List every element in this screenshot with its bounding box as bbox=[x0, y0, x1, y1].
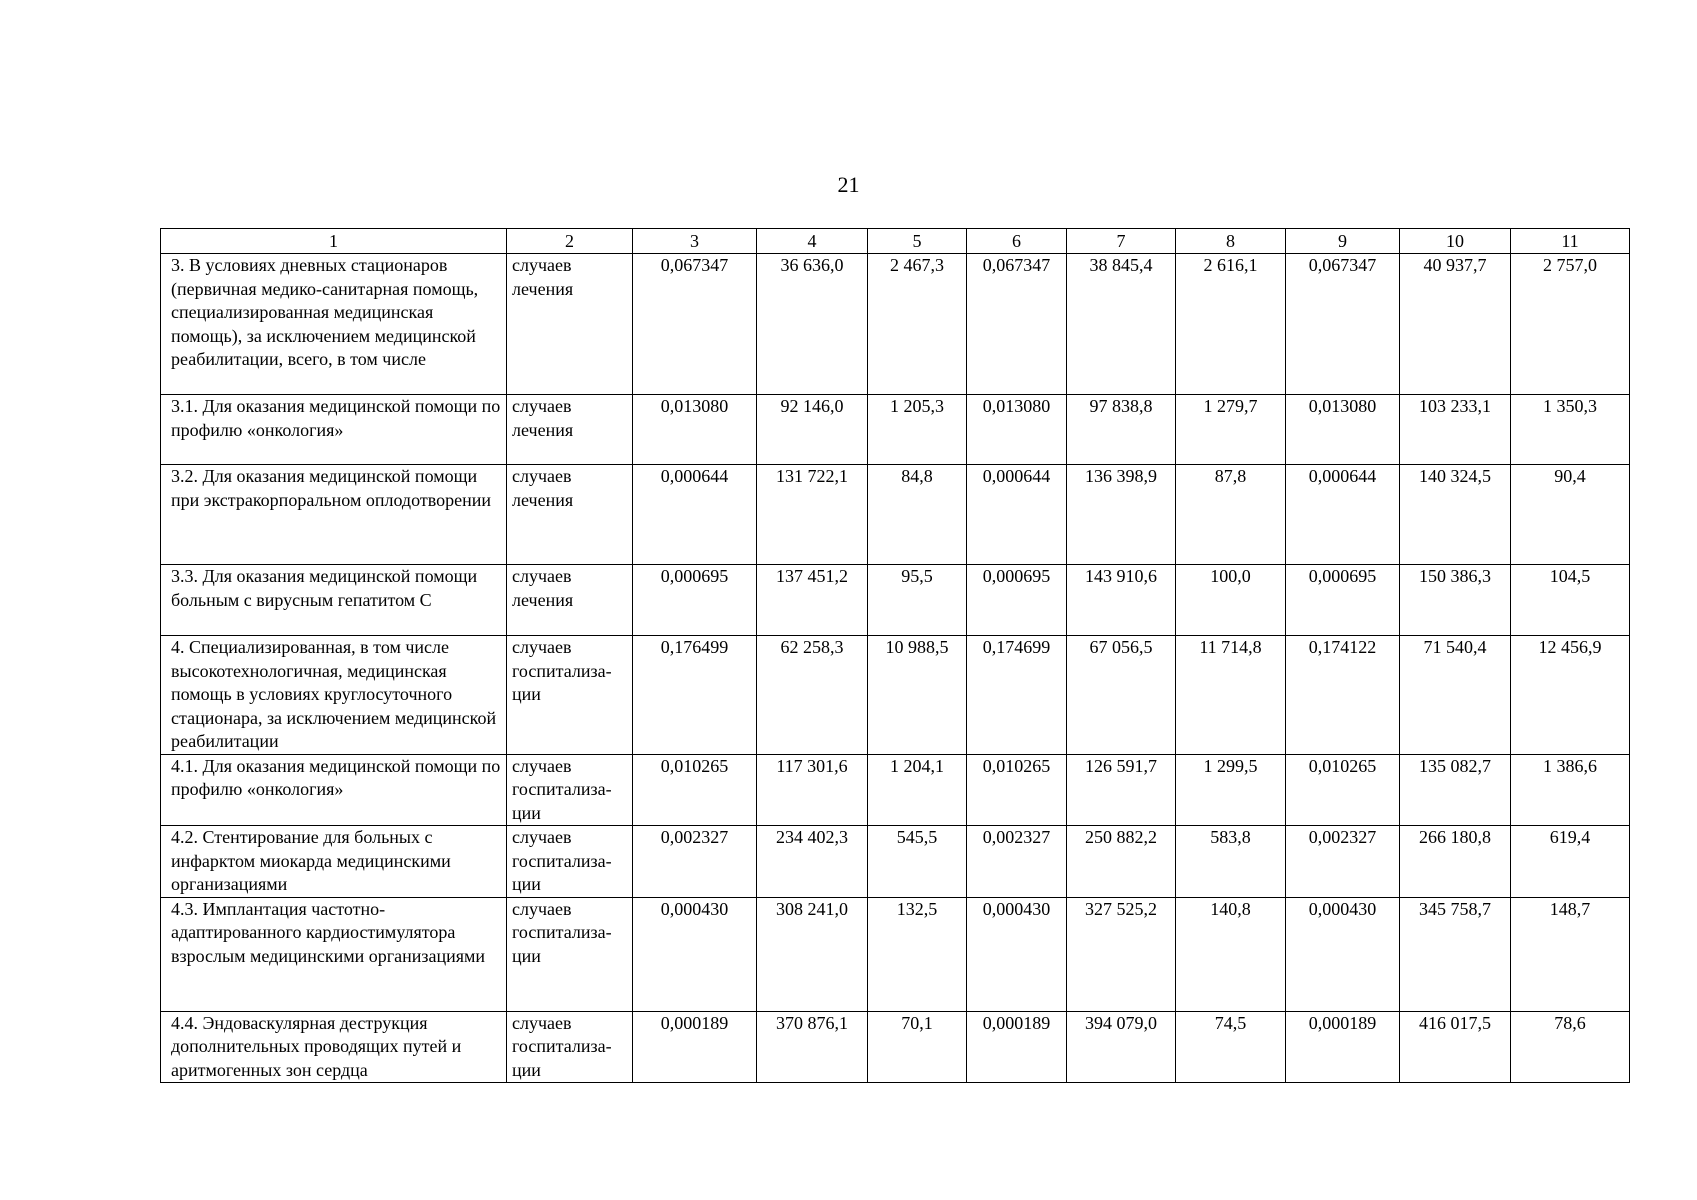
value-cell: 2 757,0 bbox=[1511, 254, 1630, 395]
value-cell: 1 279,7 bbox=[1176, 395, 1286, 465]
value-cell: 40 937,7 bbox=[1400, 254, 1511, 395]
value-cell: 143 910,6 bbox=[1067, 565, 1176, 636]
value-cell: 370 876,1 bbox=[757, 1011, 868, 1083]
value-cell: 0,067347 bbox=[633, 254, 757, 395]
column-header: 8 bbox=[1176, 229, 1286, 254]
row-unit: случаев госпитализа-ции bbox=[507, 636, 633, 755]
value-cell: 1 386,6 bbox=[1511, 754, 1630, 826]
row-name: 4.2. Стентирование для больных с инфарктом миокарда медицинскими организациями bbox=[161, 826, 507, 898]
value-cell: 74,5 bbox=[1176, 1011, 1286, 1083]
value-cell: 0,000430 bbox=[633, 897, 757, 1011]
value-cell: 131 722,1 bbox=[757, 465, 868, 565]
value-cell: 416 017,5 bbox=[1400, 1011, 1511, 1083]
column-header: 9 bbox=[1286, 229, 1400, 254]
row-name: 3. В условиях дневных стационаров (первичная медико-санитарная помощь, специализированная медицинская помощь), за исключением медицинской реабилитации, всего, в том числе bbox=[161, 254, 507, 395]
row-unit: случаев госпитализа-ции bbox=[507, 1011, 633, 1083]
value-cell: 70,1 bbox=[868, 1011, 967, 1083]
value-cell: 140,8 bbox=[1176, 897, 1286, 1011]
value-cell: 137 451,2 bbox=[757, 565, 868, 636]
value-cell: 11 714,8 bbox=[1176, 636, 1286, 755]
table-row bbox=[161, 465, 1630, 565]
table-row bbox=[161, 754, 1630, 826]
value-cell: 67 056,5 bbox=[1067, 636, 1176, 755]
value-cell: 126 591,7 bbox=[1067, 754, 1176, 826]
value-cell: 394 079,0 bbox=[1067, 1011, 1176, 1083]
value-cell: 0,000644 bbox=[633, 465, 757, 565]
column-header: 3 bbox=[633, 229, 757, 254]
value-cell: 0,010265 bbox=[1286, 754, 1400, 826]
row-unit: случаев лечения bbox=[507, 254, 633, 395]
value-cell: 545,5 bbox=[868, 826, 967, 898]
value-cell: 234 402,3 bbox=[757, 826, 868, 898]
row-name: 3.1. Для оказания медицинской помощи по профилю «онкология» bbox=[161, 395, 507, 465]
value-cell: 78,6 bbox=[1511, 1011, 1630, 1083]
table-row bbox=[161, 565, 1630, 636]
column-header: 4 bbox=[757, 229, 868, 254]
row-unit: случаев госпитализа-ции bbox=[507, 826, 633, 898]
table-row bbox=[161, 826, 1630, 898]
value-cell: 150 386,3 bbox=[1400, 565, 1511, 636]
table-row bbox=[161, 636, 1630, 755]
value-cell: 0,000695 bbox=[633, 565, 757, 636]
value-cell: 136 398,9 bbox=[1067, 465, 1176, 565]
row-unit: случаев госпитализа-ции bbox=[507, 754, 633, 826]
column-header: 7 bbox=[1067, 229, 1176, 254]
value-cell: 250 882,2 bbox=[1067, 826, 1176, 898]
value-cell: 327 525,2 bbox=[1067, 897, 1176, 1011]
page-number: 21 bbox=[837, 172, 860, 197]
value-cell: 583,8 bbox=[1176, 826, 1286, 898]
value-cell: 132,5 bbox=[868, 897, 967, 1011]
row-name: 4. Специализированная, в том числе высокотехнологичная, медицинская помощь в условиях круглосуточного стационара, за исключением медицинской реабилитации bbox=[161, 636, 507, 755]
value-cell: 0,174122 bbox=[1286, 636, 1400, 755]
header-row bbox=[161, 229, 1630, 254]
row-unit: случаев лечения bbox=[507, 465, 633, 565]
value-cell: 36 636,0 bbox=[757, 254, 868, 395]
row-name: 3.3. Для оказания медицинской помощи больным с вирусным гепатитом С bbox=[161, 565, 507, 636]
value-cell: 84,8 bbox=[868, 465, 967, 565]
value-cell: 1 204,1 bbox=[868, 754, 967, 826]
value-cell: 0,013080 bbox=[967, 395, 1067, 465]
value-cell: 0,067347 bbox=[967, 254, 1067, 395]
column-header: 5 bbox=[868, 229, 967, 254]
value-cell: 1 350,3 bbox=[1511, 395, 1630, 465]
value-cell: 0,174699 bbox=[967, 636, 1067, 755]
value-cell: 0,176499 bbox=[633, 636, 757, 755]
value-cell: 92 146,0 bbox=[757, 395, 868, 465]
value-cell: 0,002327 bbox=[633, 826, 757, 898]
value-cell: 104,5 bbox=[1511, 565, 1630, 636]
table-row bbox=[161, 1011, 1630, 1083]
row-name: 4.1. Для оказания медицинской помощи по профилю «онкология» bbox=[161, 754, 507, 826]
row-name: 3.2. Для оказания медицинской помощи при экстракорпоральном оплодотворении bbox=[161, 465, 507, 565]
row-name: 4.4. Эндоваскулярная деструкция дополнительных проводящих путей и аритмогенных зон сердца bbox=[161, 1011, 507, 1083]
value-cell: 266 180,8 bbox=[1400, 826, 1511, 898]
column-header: 1 bbox=[161, 229, 507, 254]
value-cell: 0,010265 bbox=[967, 754, 1067, 826]
value-cell: 0,067347 bbox=[1286, 254, 1400, 395]
data-table bbox=[160, 228, 1630, 1083]
value-cell: 0,000189 bbox=[633, 1011, 757, 1083]
value-cell: 148,7 bbox=[1511, 897, 1630, 1011]
value-cell: 1 205,3 bbox=[868, 395, 967, 465]
value-cell: 97 838,8 bbox=[1067, 395, 1176, 465]
value-cell: 100,0 bbox=[1176, 565, 1286, 636]
value-cell: 1 299,5 bbox=[1176, 754, 1286, 826]
value-cell: 0,000695 bbox=[967, 565, 1067, 636]
table-row bbox=[161, 395, 1630, 465]
value-cell: 0,010265 bbox=[633, 754, 757, 826]
value-cell: 0,000430 bbox=[1286, 897, 1400, 1011]
value-cell: 87,8 bbox=[1176, 465, 1286, 565]
value-cell: 2 467,3 bbox=[868, 254, 967, 395]
value-cell: 135 082,7 bbox=[1400, 754, 1511, 826]
value-cell: 0,002327 bbox=[1286, 826, 1400, 898]
value-cell: 2 616,1 bbox=[1176, 254, 1286, 395]
value-cell: 345 758,7 bbox=[1400, 897, 1511, 1011]
value-cell: 308 241,0 bbox=[757, 897, 868, 1011]
value-cell: 0,000644 bbox=[1286, 465, 1400, 565]
value-cell: 0,013080 bbox=[633, 395, 757, 465]
column-header: 10 bbox=[1400, 229, 1511, 254]
row-name: 4.3. Имплантация частотно-адаптированного кардиостимулятора взрослым медицинскими организациями bbox=[161, 897, 507, 1011]
column-header: 6 bbox=[967, 229, 1067, 254]
value-cell: 38 845,4 bbox=[1067, 254, 1176, 395]
value-cell: 0,000189 bbox=[967, 1011, 1067, 1083]
value-cell: 117 301,6 bbox=[757, 754, 868, 826]
value-cell: 0,000695 bbox=[1286, 565, 1400, 636]
value-cell: 12 456,9 bbox=[1511, 636, 1630, 755]
value-cell: 71 540,4 bbox=[1400, 636, 1511, 755]
value-cell: 10 988,5 bbox=[868, 636, 967, 755]
row-unit: случаев лечения bbox=[507, 395, 633, 465]
value-cell: 0,000430 bbox=[967, 897, 1067, 1011]
value-cell: 90,4 bbox=[1511, 465, 1630, 565]
value-cell: 95,5 bbox=[868, 565, 967, 636]
value-cell: 0,000644 bbox=[967, 465, 1067, 565]
value-cell: 0,000189 bbox=[1286, 1011, 1400, 1083]
table-row bbox=[161, 897, 1630, 1011]
row-unit: случаев лечения bbox=[507, 565, 633, 636]
table-row bbox=[161, 254, 1630, 395]
column-header: 11 bbox=[1511, 229, 1630, 254]
value-cell: 619,4 bbox=[1511, 826, 1630, 898]
value-cell: 0,013080 bbox=[1286, 395, 1400, 465]
value-cell: 140 324,5 bbox=[1400, 465, 1511, 565]
row-unit: случаев госпитализа-ции bbox=[507, 897, 633, 1011]
value-cell: 103 233,1 bbox=[1400, 395, 1511, 465]
value-cell: 0,002327 bbox=[967, 826, 1067, 898]
value-cell: 62 258,3 bbox=[757, 636, 868, 755]
column-header: 2 bbox=[507, 229, 633, 254]
